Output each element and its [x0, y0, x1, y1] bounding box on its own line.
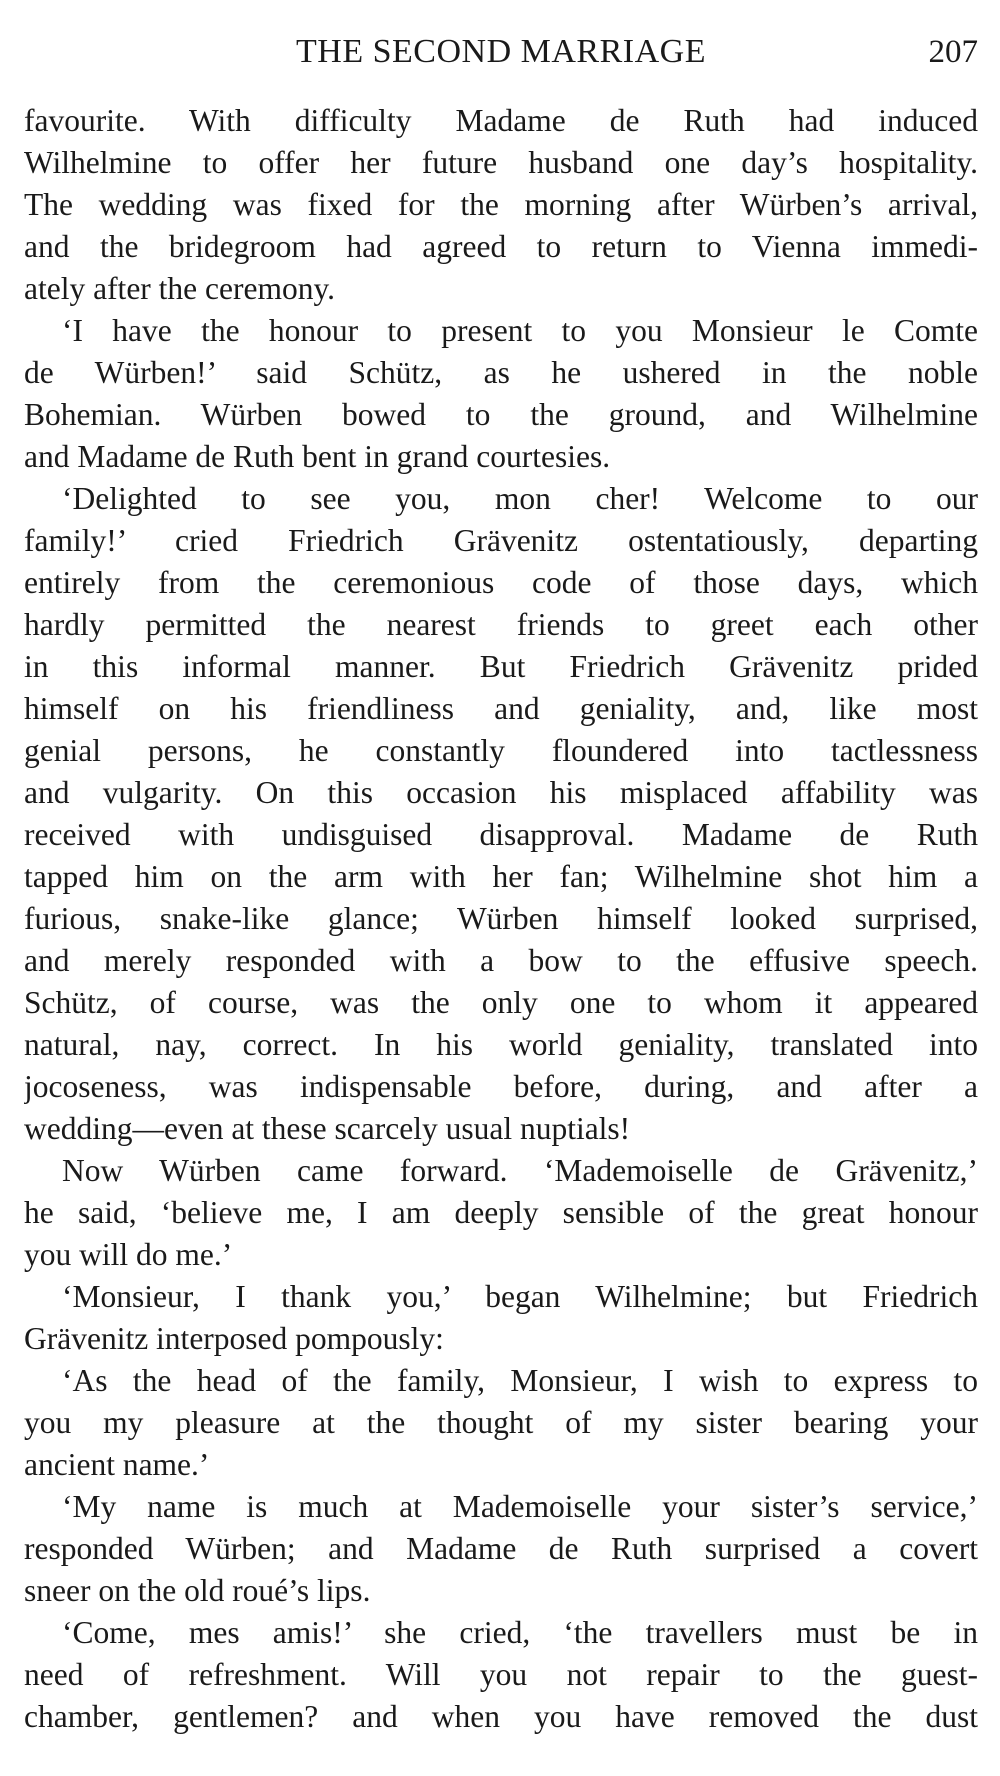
text-line: ‘Delighted to see you, mon cher! Welcome to our — [62, 481, 978, 516]
text-line: Schütz, of course, was the only one to whom it appeared — [24, 985, 978, 1020]
text-line: and vulgarity. On this occasion his misplaced affability was — [24, 775, 978, 810]
text-line: ‘My name is much at Mademoiselle your sister’s service,’ — [62, 1489, 978, 1524]
text-line: ‘As the head of the family, Monsieur, I wish to express to — [62, 1363, 978, 1398]
text-line: ‘Come, mes amis!’ she cried, ‘the travellers must be in — [62, 1615, 978, 1650]
text-line: ancient name.’ — [24, 1447, 210, 1482]
text-line: and Madame de Ruth bent in grand courtesies. — [24, 439, 611, 474]
text-line: received with undisguised disapproval. Madame de Ruth — [24, 817, 978, 852]
text-line: himself on his friendliness and geniality, and, like most — [24, 691, 978, 726]
text-line: The wedding was fixed for the morning after Würben’s arrival, — [24, 187, 978, 222]
text-line: furious, snake-like glance; Würben himself looked surprised, — [24, 901, 978, 936]
text-line: favourite. With difficulty Madame de Ruth had induced — [24, 103, 978, 138]
text-line: de Würben!’ said Schütz, as he ushered in the noble — [24, 355, 978, 390]
running-title: THE SECOND MARRIAGE — [296, 33, 706, 70]
text-line: chamber, gentlemen? and when you have removed the dust — [24, 1699, 978, 1734]
text-line: in this informal manner. But Friedrich Grävenitz prided — [24, 649, 978, 684]
running-head — [24, 30, 978, 74]
text-line: he said, ‘believe me, I am deeply sensible of the great honour — [24, 1195, 978, 1230]
text-line: and merely responded with a bow to the effusive speech. — [24, 943, 978, 978]
text-line: and the bridegroom had agreed to return to Vienna immedi- — [24, 229, 978, 264]
body-text — [24, 100, 978, 1738]
page-number: 207 — [928, 34, 978, 70]
text-line: entirely from the ceremonious code of those days, which — [24, 565, 978, 600]
text-line: need of refreshment. Will you not repair to the guest- — [24, 1657, 978, 1692]
text-line: wedding—even at these scarcely usual nuptials! — [24, 1111, 631, 1146]
text-line: ately after the ceremony. — [24, 271, 336, 306]
text-line: sneer on the old roué’s lips. — [24, 1573, 371, 1608]
text-line: you will do me.’ — [24, 1237, 233, 1272]
text-line: ‘I have the honour to present to you Monsieur le Comte — [62, 313, 978, 348]
text-line: genial persons, he constantly floundered into tactlessness — [24, 733, 978, 768]
text-line: jocoseness, was indispensable before, during, and after a — [24, 1069, 978, 1104]
text-line: ‘Monsieur, I thank you,’ began Wilhelmine; but Friedrich — [62, 1279, 978, 1314]
text-line: family!’ cried Friedrich Grävenitz ostentatiously, departing — [24, 523, 978, 558]
text-line: tapped him on the arm with her fan; Wilhelmine shot him a — [24, 859, 978, 894]
text-line: Bohemian. Würben bowed to the ground, and Wilhelmine — [24, 397, 978, 432]
text-line: hardly permitted the nearest friends to greet each other — [24, 607, 978, 642]
text-line: Now Würben came forward. ‘Mademoiselle de Grävenitz,’ — [62, 1153, 978, 1188]
text-line: Grävenitz interposed pompously: — [24, 1321, 444, 1356]
text-line: responded Würben; and Madame de Ruth surprised a covert — [24, 1531, 978, 1566]
text-line: natural, nay, correct. In his world geniality, translated into — [24, 1027, 978, 1062]
text-line: Wilhelmine to offer her future husband one day’s hospitality. — [24, 145, 978, 180]
text-line: you my pleasure at the thought of my sister bearing your — [24, 1405, 978, 1440]
